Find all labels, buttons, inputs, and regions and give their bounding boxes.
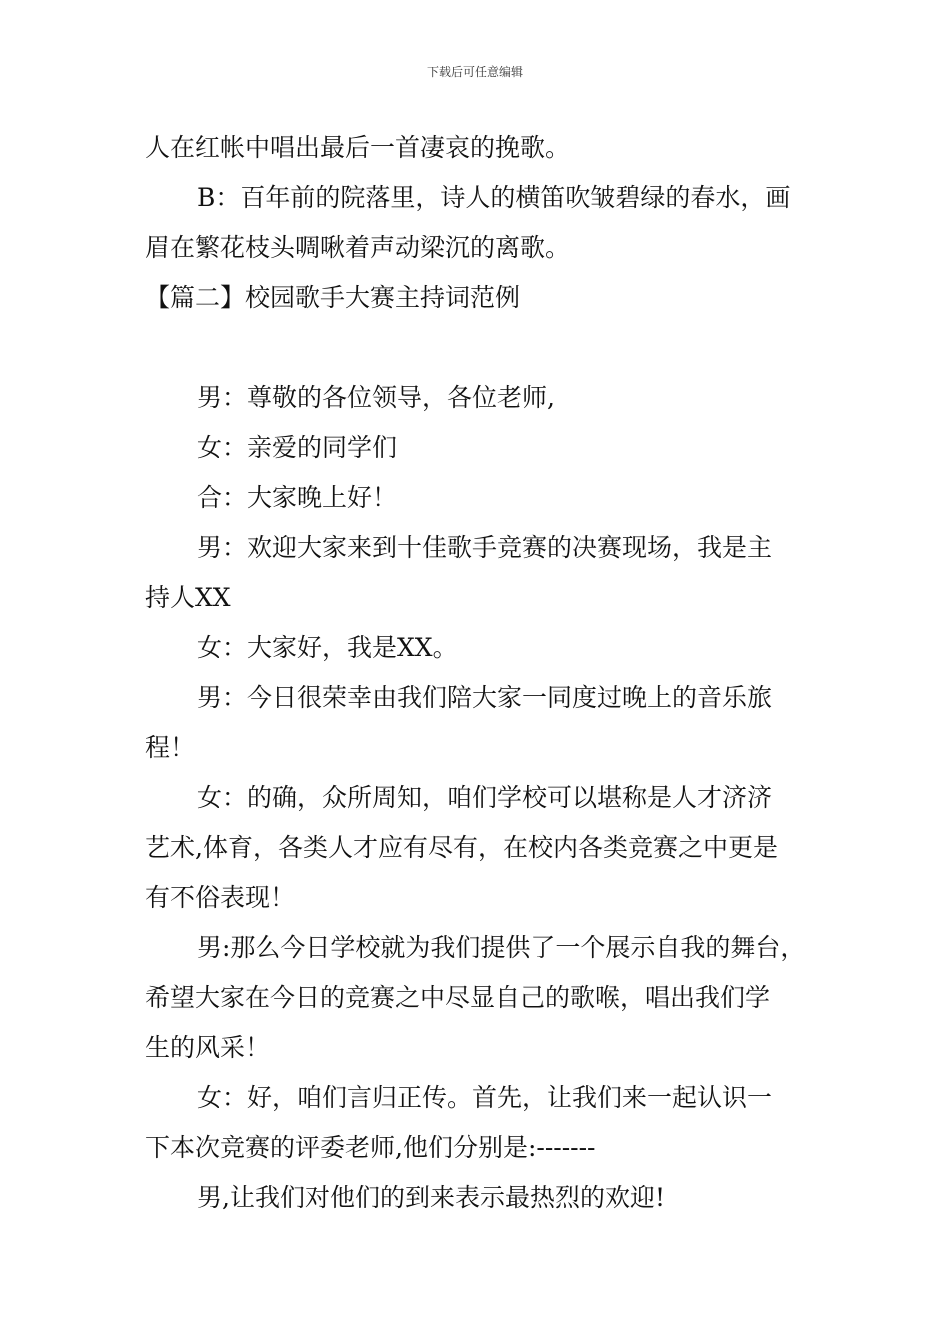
text-line: 程！: [145, 733, 196, 762]
document-body: [145, 128, 810, 1228]
text-line: 女：好，咱们言归正传。首先，让我们来一起认识一: [197, 1083, 773, 1112]
page-header-caption: 下载后可任意编辑: [426, 65, 523, 79]
text-line: 人在红帐中唱出最后一首凄哀的挽歌。: [145, 133, 571, 162]
text-line: 生的风采！: [145, 1033, 271, 1062]
text-line: 女：大家好，我是XX。: [197, 633, 458, 662]
text-line: B：百年前的院落里，诗人的横笛吹皱碧绿的春水，画: [197, 183, 791, 212]
text-line: 希望大家在今日的竞赛之中尽显自己的歌喉，唱出我们学: [145, 983, 771, 1012]
text-line: 男:那么今日学校就为我们提供了一个展示自我的舞台，: [197, 933, 806, 962]
text-line: 女：亲爱的同学们: [197, 433, 398, 462]
text-line: 有不俗表现！: [145, 883, 296, 912]
text-line: 眉在繁花枝头啁啾着声动梁沉的离歌。: [145, 233, 571, 262]
text-line: 持人XX: [145, 583, 231, 612]
blank-line: [145, 328, 810, 378]
text-line: 男：今日很荣幸由我们陪大家一同度过晚上的音乐旅: [197, 683, 773, 712]
text-line: 男：欢迎大家来到十佳歌手竞赛的决赛现场，我是主: [197, 533, 773, 562]
text-line: 女：的确，众所周知，咱们学校可以堪称是人才济济: [197, 783, 773, 812]
section-heading: 【篇二】校园歌手大赛主持词范例: [145, 283, 521, 312]
text-line: 男,让我们对他们的到来表示最热烈的欢迎!: [197, 1183, 665, 1212]
text-line: 下本次竞赛的评委老师,他们分别是:-------: [145, 1133, 596, 1162]
text-line: 男：尊敬的各位领导，各位老师,: [197, 383, 555, 412]
text-line: 艺术,体育，各类人才应有尽有，在校内各类竞赛之中更是: [145, 833, 778, 862]
text-line: 合：大家晚上好！: [197, 483, 398, 512]
